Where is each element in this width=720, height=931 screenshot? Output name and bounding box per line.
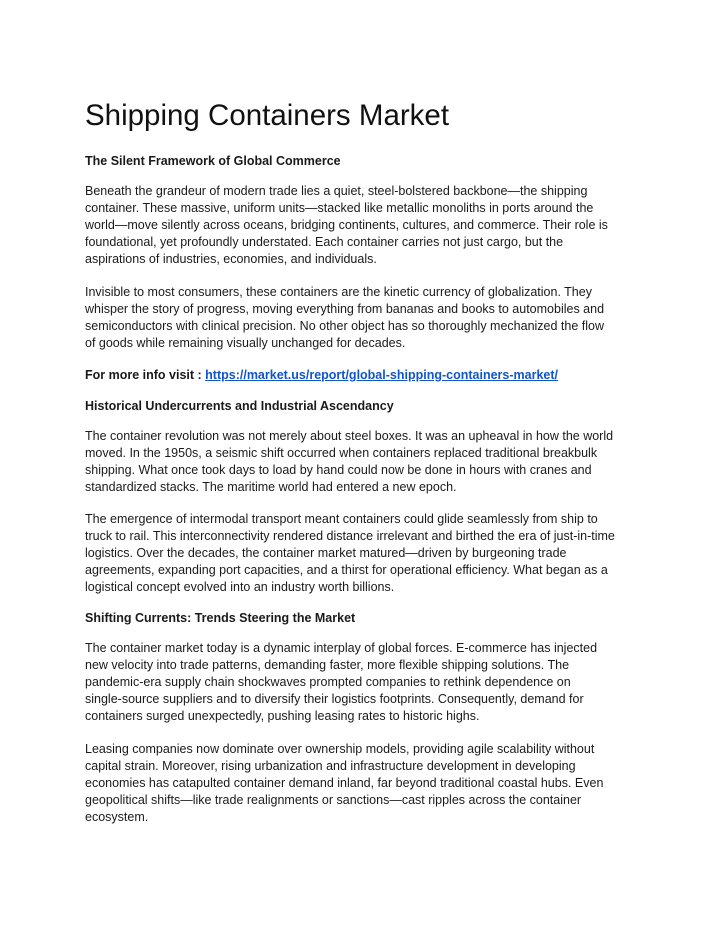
paragraph-dynamic-interplay	[85, 640, 597, 725]
paragraph-line: moved. In the 1950s, a seismic shift occurred when containers replaced traditional breakbulk	[85, 446, 598, 460]
paragraph-line: truck to rail. This interconnectivity rendered distance irrelevant and birthed the era of just-in-time	[85, 529, 615, 543]
paragraph-line: ecosystem.	[85, 810, 149, 824]
section-heading-shifting-currents: Shifting Currents: Trends Steering the Market	[85, 611, 356, 625]
paragraph-line: Beneath the grandeur of modern trade lies a quiet, steel-bolstered backbone—the shipping	[85, 184, 588, 198]
paragraph-backbone	[85, 183, 608, 268]
paragraph-line: capital strain. Moreover, rising urbanization and infrastructure development in developing	[85, 759, 576, 773]
paragraph-line: single-source suppliers and to diversify their logistics footprints. Consequently, demand for	[85, 692, 584, 706]
document-title: Shipping Containers Market	[85, 99, 450, 132]
paragraph-line: geopolitical shifts—like trade realignments or sanctions—cast ripples across the container	[85, 793, 582, 807]
paragraph-line: The container market today is a dynamic interplay of global forces. E-commerce has injected	[85, 641, 598, 655]
paragraph-line: new velocity into trade patterns, demanding faster, more flexible shipping solutions. The	[85, 658, 570, 672]
paragraph-intermodal	[85, 511, 615, 596]
paragraph-line: containers surged unexpectedly, pushing leasing rates to historic highs.	[85, 709, 480, 723]
more-info-label: For more info visit :	[85, 368, 206, 382]
paragraph-line: semiconductors with clinical precision. No other object has so thoroughly mechanized the flow	[85, 319, 605, 333]
paragraph-leasing	[85, 741, 603, 826]
paragraph-line: economies has catapulted container demand inland, far beyond traditional coastal hubs. Even	[85, 776, 604, 790]
more-info-line	[85, 366, 558, 384]
section-heading-silent-framework: The Silent Framework of Global Commerce	[85, 154, 341, 168]
paragraph-line: shipping. What once took days to load by hand could now be done in hours with cranes and	[85, 463, 592, 477]
paragraph-line: foundational, yet profoundly understated. Each container carries not just cargo, but the	[85, 235, 564, 249]
paragraph-globalization	[85, 284, 604, 352]
paragraph-line: container. These massive, uniform units—stacked like metallic monoliths in ports around the	[85, 201, 594, 215]
section-heading-historical: Historical Undercurrents and Industrial Ascendancy	[85, 399, 394, 413]
paragraph-line: logistics. Over the decades, the container market matured—driven by burgeoning trade	[85, 546, 567, 560]
report-link[interactable]: https://market.us/report/global-shipping-containers-market/	[205, 368, 558, 382]
paragraph-line: The emergence of intermodal transport meant containers could glide seamlessly from ship to	[85, 512, 598, 526]
paragraph-line: The container revolution was not merely about steel boxes. It was an upheaval in how the world	[85, 429, 614, 443]
paragraph-line: logistical concept evolved into an industry worth billions.	[85, 580, 395, 594]
paragraph-line: whisper the story of progress, moving everything from bananas and books to automobiles and	[85, 302, 605, 316]
paragraph-line: aspirations of industries, economies, and individuals.	[85, 252, 377, 266]
paragraph-line: agreements, expanding port capacities, and a thirst for operational efficiency. What began as a	[85, 563, 608, 577]
paragraph-line: pandemic-era supply chain shockwaves prompted companies to rethink dependence on	[85, 675, 571, 689]
paragraph-line: standardized stacks. The maritime world had entered a new epoch.	[85, 480, 457, 494]
paragraph-line: Invisible to most consumers, these containers are the kinetic currency of globalization. They	[85, 285, 592, 299]
paragraph-line: world—move silently across oceans, bridging continents, cultures, and commerce. Their role is	[85, 218, 608, 232]
paragraph-container-revolution	[85, 428, 613, 496]
paragraph-line: Leasing companies now dominate over ownership models, providing agile scalability without	[85, 742, 595, 756]
paragraph-line: of goods while remaining visually unchanged for decades.	[85, 336, 406, 350]
